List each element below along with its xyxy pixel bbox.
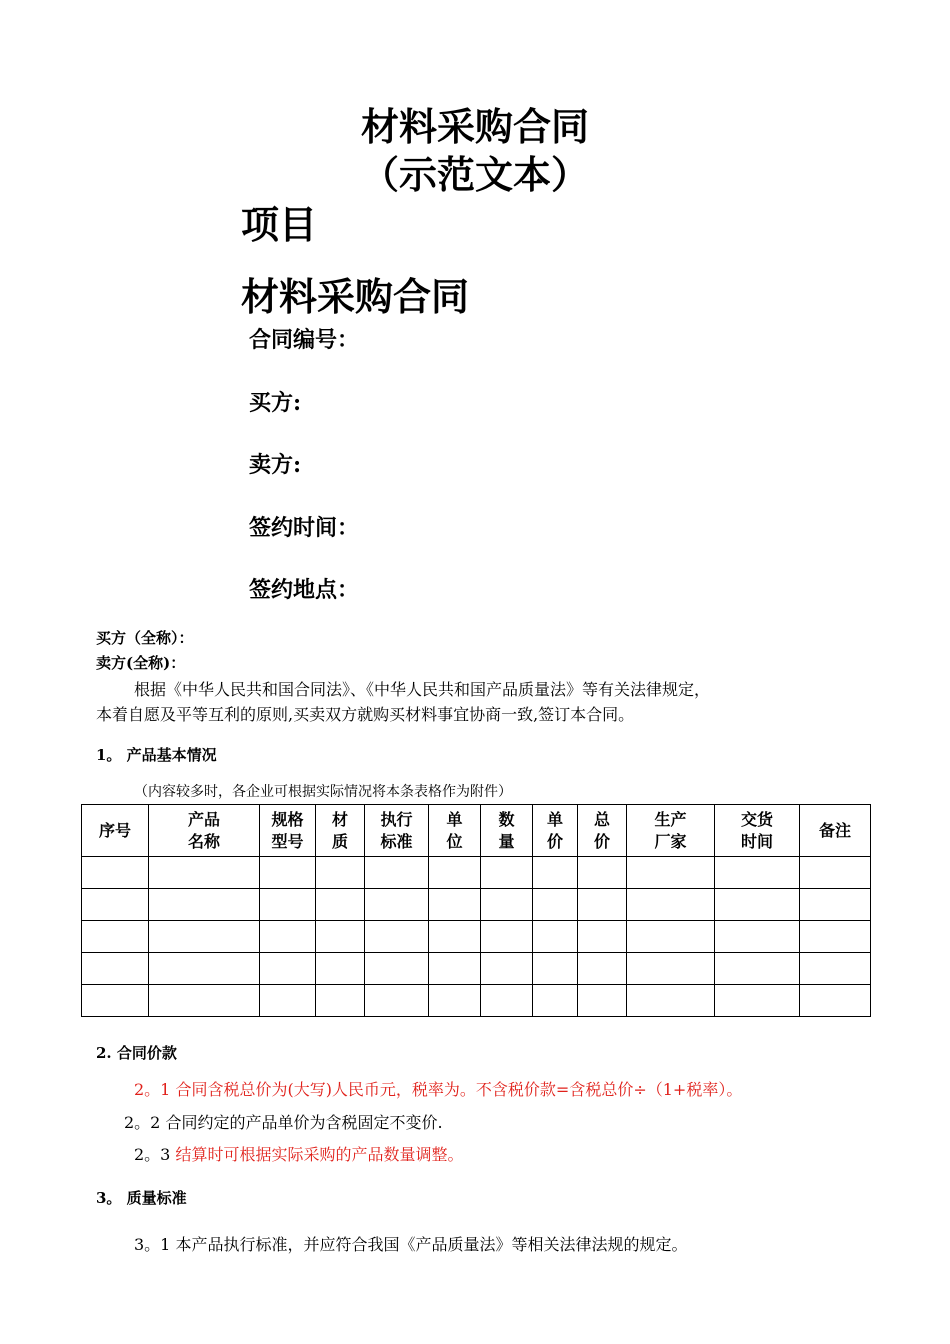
table-cell[interactable] [481, 857, 533, 889]
table-header-label: 交货 [740, 809, 773, 829]
table-header-label: 厂家 [654, 831, 687, 851]
table-cell[interactable] [800, 889, 871, 921]
section1-heading: 1。 产品基本情况 [96, 746, 217, 764]
table-header-label: 价 [546, 831, 563, 851]
table-header-cell [82, 805, 149, 857]
buyer-field: 买方: [249, 390, 302, 416]
table-cell[interactable] [260, 857, 316, 889]
section1-note: （内容较多时，各企业可根据实际情况将本条表格作为附件） [134, 784, 512, 800]
table-row [82, 889, 871, 921]
table-header-cell [429, 805, 481, 857]
table-cell[interactable] [800, 857, 871, 889]
table-cell[interactable] [316, 985, 365, 1017]
clause-2-3 [134, 1142, 463, 1165]
clause-3-1: 3。1 本产品执行标准，并应符合我国《产品质量法》等相关法律法规的规定。 [134, 1235, 688, 1254]
table-cell[interactable] [429, 953, 481, 985]
table-header-label: 时间 [740, 831, 773, 851]
table-cell[interactable] [533, 857, 578, 889]
table-header-label: 数 [498, 809, 515, 829]
table-header-cell [715, 805, 800, 857]
table-header-label: 位 [446, 831, 463, 851]
table-row [82, 921, 871, 953]
table-cell[interactable] [82, 857, 149, 889]
table-cell[interactable] [578, 953, 627, 985]
table-header-label: 规格 [271, 809, 304, 829]
table-header-label: 单 [446, 809, 463, 829]
table-cell[interactable] [481, 921, 533, 953]
table-cell[interactable] [481, 889, 533, 921]
table-cell[interactable] [715, 985, 800, 1017]
document-subtitle: （示范文本） [360, 153, 589, 197]
intro-paragraph-line1: 根据《中华人民共和国合同法》、《中华人民共和国产品质量法》等有关法律规定， [134, 680, 711, 699]
project-label: 项目 [241, 203, 318, 247]
document-title: 材料采购合同 [360, 105, 589, 149]
table-cell[interactable] [627, 857, 715, 889]
table-cell[interactable] [149, 857, 260, 889]
table-header-label: 名称 [187, 831, 220, 851]
table-cell[interactable] [533, 921, 578, 953]
table-header-label: 型号 [271, 831, 304, 851]
table-cell[interactable] [627, 953, 715, 985]
table-cell[interactable] [149, 921, 260, 953]
table-cell[interactable] [715, 921, 800, 953]
table-cell[interactable] [715, 953, 800, 985]
table-cell[interactable] [533, 985, 578, 1017]
table-cell[interactable] [365, 857, 429, 889]
table-header-label: 价 [593, 831, 610, 851]
table-cell[interactable] [149, 985, 260, 1017]
table-header-label: 单 [546, 809, 563, 829]
section2-heading: 2. 合同价款 [96, 1044, 177, 1062]
contract-number-field: 合同编号： [249, 327, 360, 353]
table-row [82, 857, 871, 889]
table-cell[interactable] [82, 985, 149, 1017]
table-header-label: 生产 [654, 809, 687, 829]
table-header-label: 标准 [380, 831, 413, 851]
product-table [81, 804, 871, 1017]
signing-place-field: 签约地点： [249, 577, 360, 603]
clause-2-3-text: 结算时可根据实际采购的产品数量调整。 [175, 1145, 464, 1164]
table-cell[interactable] [260, 921, 316, 953]
table-header-label: 执行 [380, 809, 413, 829]
seller-field: 卖方: [249, 452, 302, 478]
table-cell[interactable] [149, 953, 260, 985]
table-header-cell [316, 805, 365, 857]
table-cell[interactable] [365, 889, 429, 921]
table-header-cell [627, 805, 715, 857]
table-row [82, 985, 871, 1017]
table-cell[interactable] [800, 953, 871, 985]
table-cell[interactable] [800, 985, 871, 1017]
table-header-label: 质 [331, 831, 348, 851]
seller-full-name-label: 卖方(全称)： [96, 654, 186, 672]
buyer-full-name-label: 买方（全称）： [96, 629, 194, 647]
section3-heading: 3。 质量标准 [96, 1189, 187, 1207]
table-cell[interactable] [429, 857, 481, 889]
table-row [82, 953, 871, 985]
table-cell[interactable] [578, 889, 627, 921]
table-cell[interactable] [578, 985, 627, 1017]
table-cell[interactable] [316, 889, 365, 921]
table-header-cell [533, 805, 578, 857]
table-cell[interactable] [429, 889, 481, 921]
table-cell[interactable] [481, 953, 533, 985]
table-cell[interactable] [260, 889, 316, 921]
table-header-cell [260, 805, 316, 857]
table-cell[interactable] [627, 889, 715, 921]
table-header-label: 序号 [98, 820, 131, 840]
clause-2-2: 2。2 合同约定的产品单价为含税固定不变价. [124, 1113, 443, 1132]
table-cell[interactable] [715, 857, 800, 889]
signing-date-field: 签约时间： [249, 515, 360, 541]
table-cell[interactable] [82, 953, 149, 985]
table-cell[interactable] [627, 985, 715, 1017]
table-cell[interactable] [149, 889, 260, 921]
table-cell[interactable] [429, 985, 481, 1017]
contract-heading: 材料采购合同 [241, 275, 470, 319]
table-cell[interactable] [715, 889, 800, 921]
table-header-label: 备注 [818, 820, 851, 840]
table-cell[interactable] [260, 953, 316, 985]
table-cell[interactable] [260, 985, 316, 1017]
table-header-label: 产品 [187, 809, 220, 829]
table-cell[interactable] [365, 953, 429, 985]
table-cell[interactable] [429, 921, 481, 953]
table-header-cell [578, 805, 627, 857]
table-cell[interactable] [578, 921, 627, 953]
table-header-label: 总 [593, 809, 610, 829]
table-cell[interactable] [365, 985, 429, 1017]
table-header-row [82, 805, 871, 857]
table-cell[interactable] [316, 921, 365, 953]
table-cell[interactable] [82, 921, 149, 953]
table-header-cell [149, 805, 260, 857]
table-header-cell [481, 805, 533, 857]
table-cell[interactable] [481, 985, 533, 1017]
table-cell[interactable] [533, 953, 578, 985]
clause-2-3-number: 2。3 [134, 1145, 176, 1164]
table-cell[interactable] [365, 921, 429, 953]
table-header-label: 量 [498, 831, 515, 851]
table-header-cell [365, 805, 429, 857]
table-header-label: 材 [331, 809, 348, 829]
table-header-cell [800, 805, 871, 857]
table-cell[interactable] [316, 857, 365, 889]
table-cell[interactable] [627, 921, 715, 953]
table-cell[interactable] [316, 953, 365, 985]
table-cell[interactable] [578, 857, 627, 889]
intro-paragraph-line2: 本着自愿及平等互利的原则,买卖双方就购买材料事宜协商一致,签订本合同。 [96, 705, 635, 724]
table-cell[interactable] [800, 921, 871, 953]
table-cell[interactable] [82, 889, 149, 921]
table-cell[interactable] [533, 889, 578, 921]
clause-2-1: 2。1 合同含税总价为(大写)人民币元，税率为。不含税价款=含税总价÷（1+税率）。 [134, 1080, 743, 1099]
